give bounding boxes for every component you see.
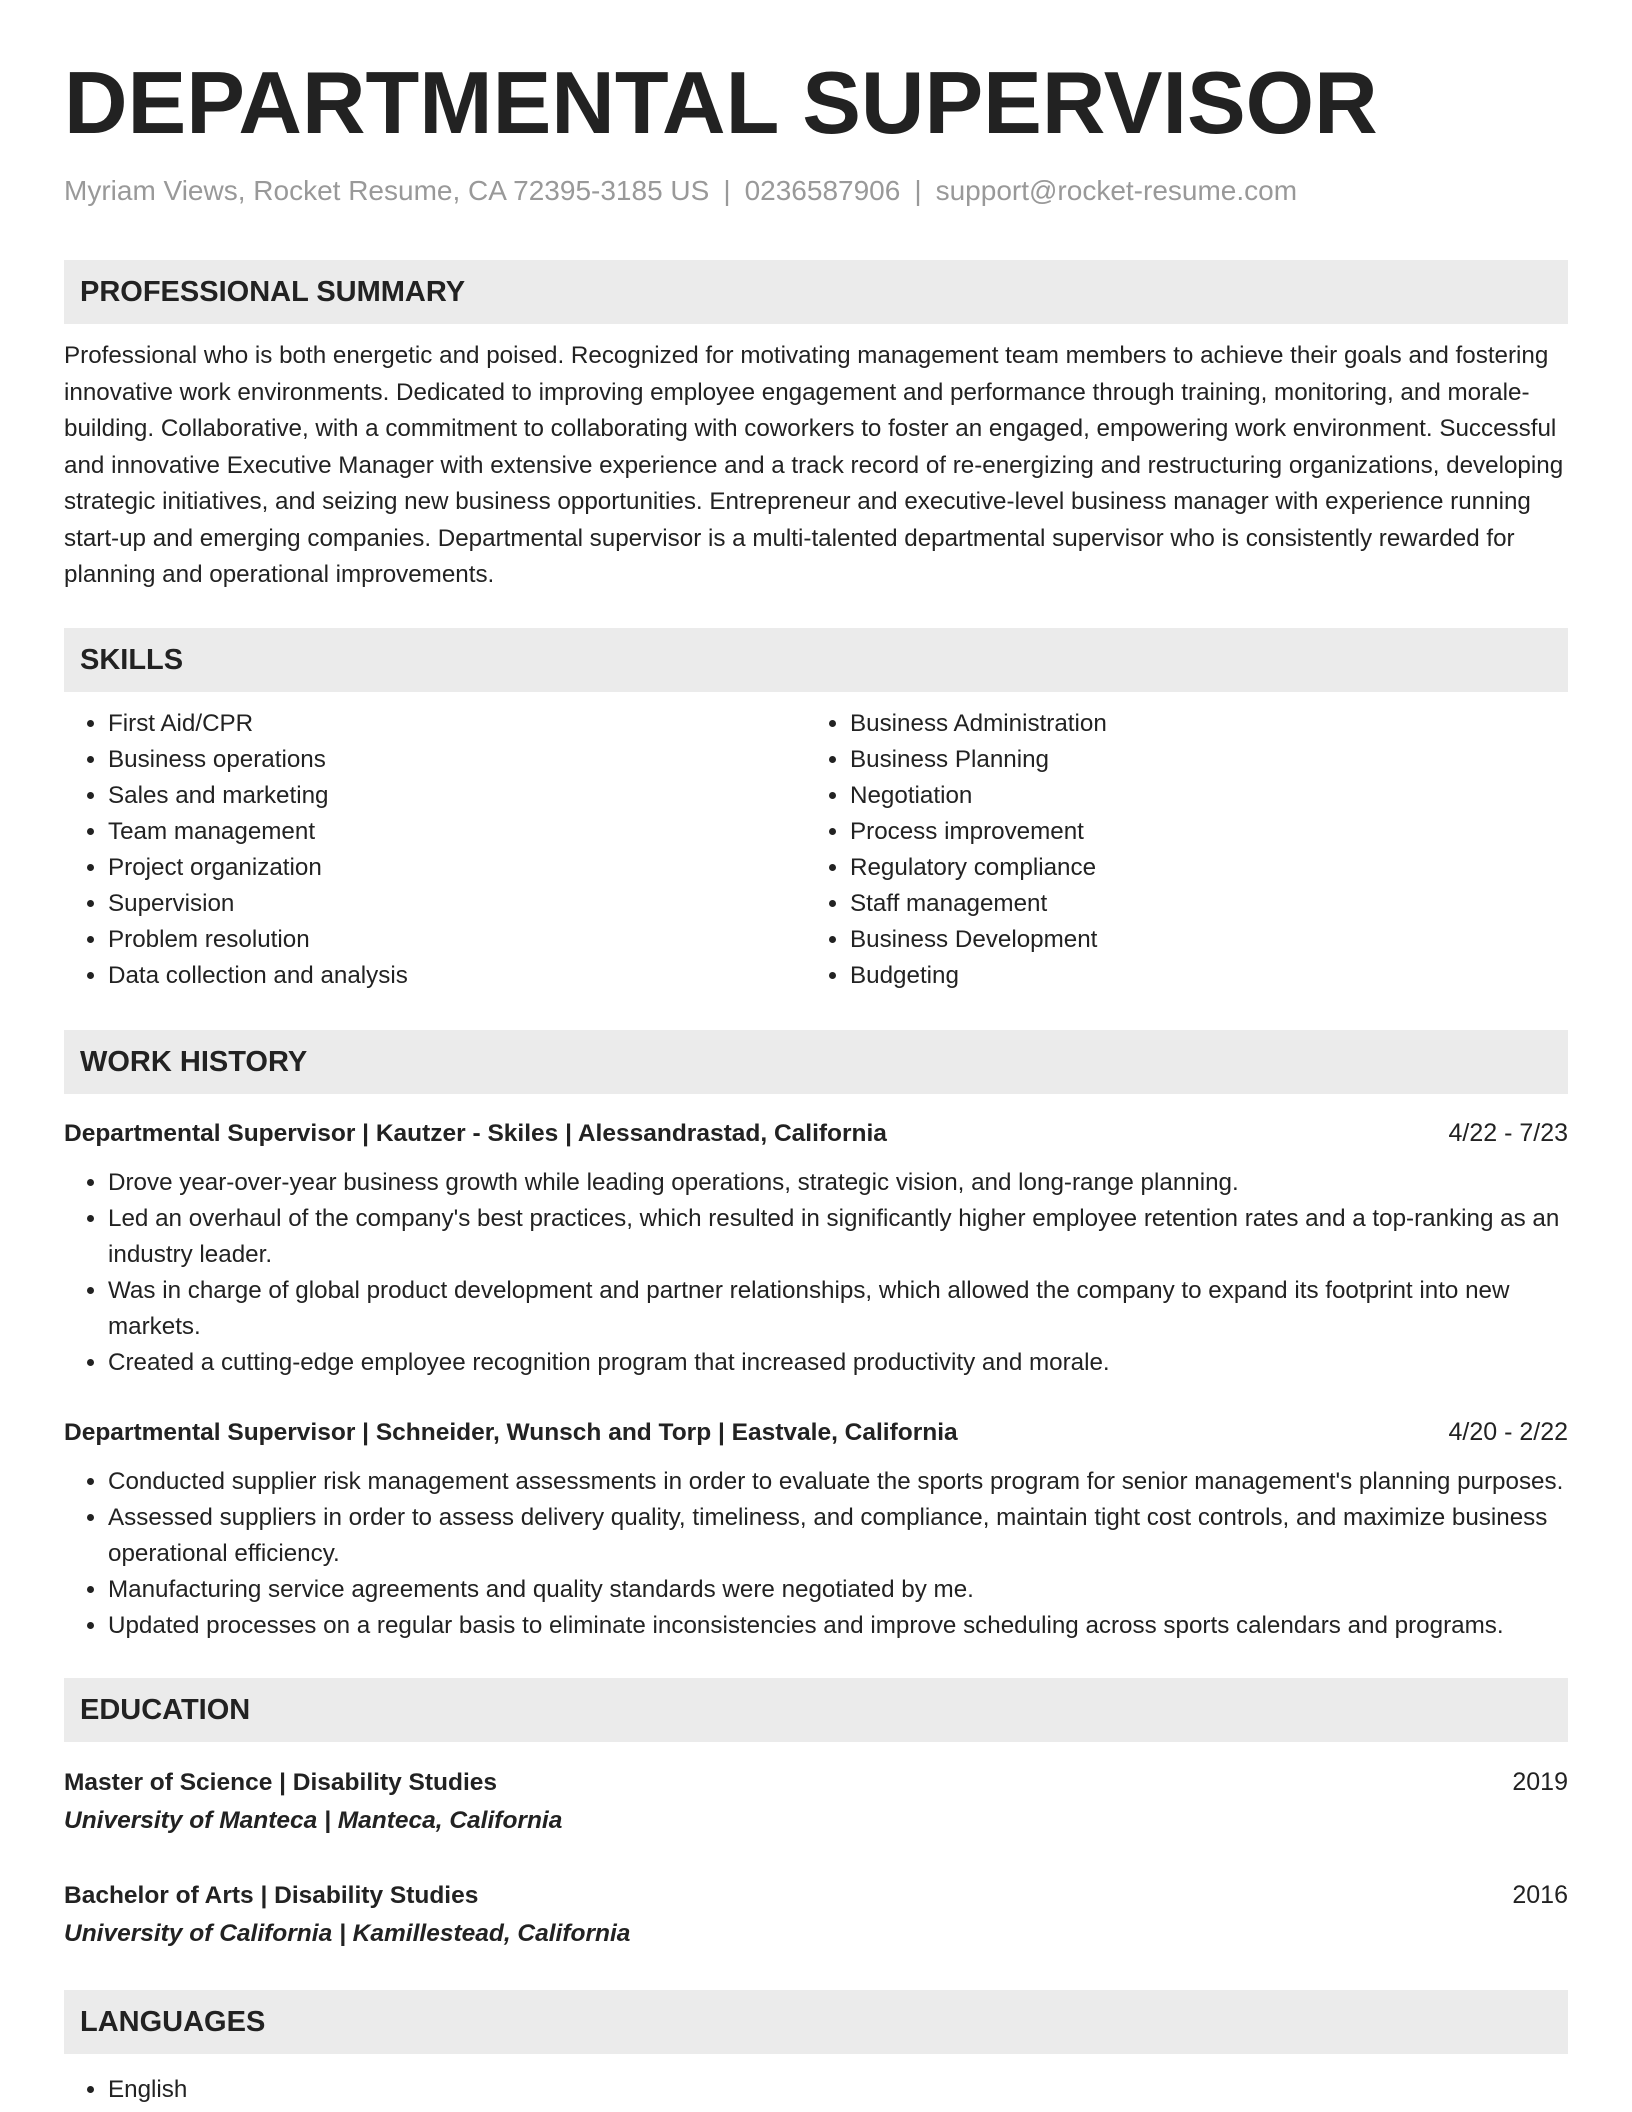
skill-item: • Business Administration [850,706,1548,742]
page-title: DEPARTMENTAL SUPERVISOR [64,53,1378,152]
section-header-summary: PROFESSIONAL SUMMARY [64,260,1568,324]
job-bullet: • Updated processes on a regular basis to eliminate inconsistencies and improve scheduling across sports calendars and programs. [108,1608,1568,1644]
language-item: • English [108,2072,1568,2108]
job-bullet: • Assessed suppliers in order to assess delivery quality, timeliness, and compliance, maintain tight cost controls, and maximize business operational efficiency. [108,1500,1568,1572]
skill-item: • Business Development [850,922,1548,958]
job-entry [64,1116,1568,1381]
resume-content [64,50,1568,2108]
skill-item: • Business Planning [850,742,1548,778]
skill-item: • Business operations [108,742,806,778]
contact-separator: | [723,175,731,206]
job-bullet: • Manufacturing service agreements and quality standards were negotiated by me. [108,1572,1568,1608]
skill-item: • Data collection and analysis [108,958,806,994]
skill-item: • Negotiation [850,778,1548,814]
section-header-languages: LANGUAGES [64,1990,1568,2054]
skills-column-left [64,706,806,994]
contact-line [64,174,1568,208]
contact-separator: | [914,175,922,206]
education-year: 2019 [1512,1767,1568,1796]
skill-item: • Team management [108,814,806,850]
section-header-work: WORK HISTORY [64,1030,1568,1094]
job-dates: 4/22 - 7/23 [1448,1118,1568,1147]
job-title: Departmental Supervisor | Schneider, Wunsch and Torp | Eastvale, California [64,1418,958,1446]
job-title: Departmental Supervisor | Kautzer - Skiles | Alessandrastad, California [64,1119,887,1147]
education-entry [64,1877,1568,1954]
skill-item: • Supervision [108,886,806,922]
job-bullet: • Was in charge of global product development and partner relationships, which allowed the company to expand its footprint into new markets. [108,1273,1568,1345]
skill-item: • Project organization [108,850,806,886]
contact-phone[interactable]: 0236587906 [744,175,901,206]
contact-email[interactable]: support@rocket-resume.com [935,175,1298,206]
education-year: 2016 [1512,1880,1568,1909]
education-header [64,1877,1568,1914]
skills-column-right [806,706,1548,994]
job-header [64,1116,1568,1151]
education-school: University of Manteca | Manteca, California [64,1806,563,1834]
job-entry [64,1415,1568,1644]
education-header [64,1764,1568,1801]
skill-item: • Problem resolution [108,922,806,958]
skills-list [64,706,1568,994]
education-degree: Master of Science | Disability Studies [64,1768,498,1796]
education-entry [64,1764,1568,1841]
education-degree: Bachelor of Arts | Disability Studies [64,1881,479,1909]
job-bullets [64,1464,1568,1644]
section-header-education: EDUCATION [64,1678,1568,1742]
job-bullet: • Conducted supplier risk management assessments in order to evaluate the sports program for senior management's planning purposes. [108,1464,1568,1500]
languages-list [64,2072,1568,2108]
skill-item: • Budgeting [850,958,1548,994]
contact-address: Myriam Views, Rocket Resume, CA 72395-3185 US [64,175,710,206]
job-bullet: • Drove year-over-year business growth while leading operations, strategic vision, and long-range planning. [108,1165,1568,1201]
skill-item: • Regulatory compliance [850,850,1548,886]
job-header [64,1415,1568,1450]
skill-item: • First Aid/CPR [108,706,806,742]
skill-item: • Staff management [850,886,1548,922]
job-bullet: • Created a cutting-edge employee recognition program that increased productivity and morale. [108,1345,1568,1381]
skill-item: • Sales and marketing [108,778,806,814]
education-school: University of California | Kamillestead, California [64,1919,631,1947]
job-bullet: • Led an overhaul of the company's best practices, which resulted in significantly higher employee retention rates and a top-ranking as an industry leader. [108,1201,1568,1273]
job-dates: 4/20 - 2/22 [1448,1417,1568,1446]
skill-item: • Process improvement [850,814,1548,850]
summary-text: Professional who is both energetic and poised. Recognized for motivating management team members to achieve their goals and fostering innovative work environments. Dedicated to improving employee engagement and performance through training, monitoring, and morale-building. Collaborative, with a commitment to collaborating with coworkers to foster an engaged, empowering work environment. Successful and innovative Executive Manager with extensive experience and a track record of re-energizing and restructuring organizations, developing strategic initiatives, and seizing new business opportunities. Entrepreneur and executive-level business manager with experience running start-up and emerging companies. Departmental supervisor is a multi-talented departmental supervisor who is consistently rewarded for planning and operational improvements. [64,342,1564,588]
section-header-skills: SKILLS [64,628,1568,692]
job-bullets [64,1165,1568,1381]
